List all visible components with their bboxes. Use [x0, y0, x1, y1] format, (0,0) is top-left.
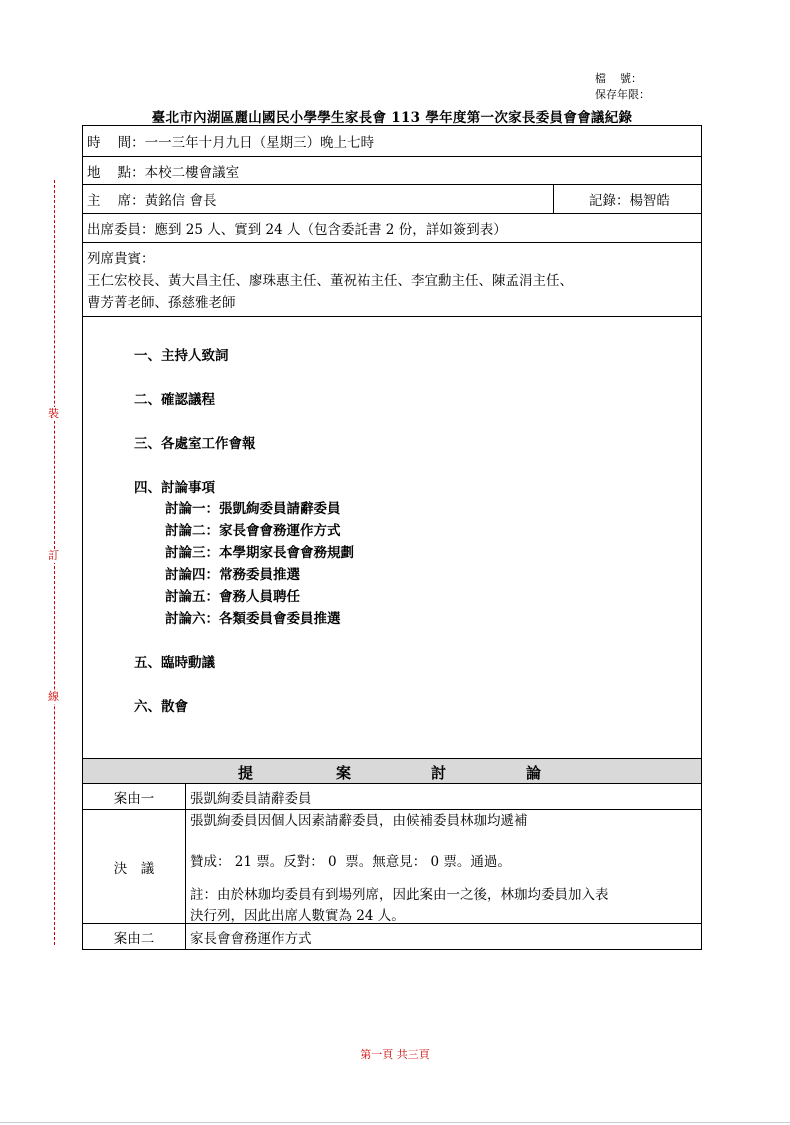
attendance-label: 出席委員：	[87, 222, 155, 238]
chair-row	[82, 185, 702, 214]
proposals-header-char-2: 案	[336, 764, 352, 782]
chair-value: 黃銘信 會長	[144, 193, 217, 209]
case-1-title: 張凱絢委員請辭委員	[190, 790, 312, 807]
case-1-title-cell	[186, 784, 701, 809]
page-bottom-rule	[0, 1122, 790, 1123]
case-2-title: 家長會會務運作方式	[190, 930, 312, 947]
guests-row	[82, 243, 702, 317]
proposals-header-row	[82, 759, 702, 784]
recorder-cell	[554, 185, 701, 213]
proposals-header-char-4: 論	[526, 764, 542, 782]
resolution-note-line-1: 註：由於林珈均委員有到場列席，因此案由一之後，林珈均委員加入表	[190, 887, 609, 903]
time-value: 一一三年十月九日（星期三）晚上七時	[144, 135, 375, 151]
case-2-label: 案由二	[113, 930, 155, 947]
proposals-header-char-3: 討	[431, 764, 447, 782]
retention-period-label: 保存年限：	[595, 88, 650, 101]
discussion-item-6: 討論六：各類委員會委員推選	[165, 611, 341, 627]
guests-line-1: 王仁宏校長、黃大昌主任、廖珠惠主任、董祝祐主任、李宜勳主任、陳孟涓主任、	[87, 273, 573, 289]
discussion-item-5: 討論五：會務人員聘任	[165, 589, 300, 605]
recorder-value: 記錄：楊智皓	[589, 193, 670, 209]
agenda-item-discussion: 四、討論事項	[134, 480, 215, 496]
binding-mark-zhuang: 裝	[48, 407, 59, 420]
agenda-item-adjournment: 六、散會	[134, 699, 188, 715]
attendance-row	[82, 214, 702, 243]
resolution-label-cell	[83, 810, 186, 923]
discussion-item-2: 討論二：家長會會務運作方式	[165, 523, 341, 539]
resolution-note-line-2: 決行列，因此出席人數實為 24 人。	[190, 908, 405, 924]
proposals-header-char-1: 提	[238, 764, 254, 782]
discussion-item-4: 討論四：常務委員推選	[165, 567, 300, 583]
binding-mark-ding: 訂	[48, 549, 59, 562]
agenda-item-extempore-motions: 五、臨時動議	[134, 655, 215, 671]
guests-label: 列席貴賓：	[87, 251, 155, 267]
chair-label: 主 席：	[87, 193, 145, 209]
chair-cell	[83, 185, 554, 213]
case-2-title-cell	[186, 924, 701, 949]
place-label: 地 點：	[87, 164, 145, 181]
file-meta	[595, 71, 650, 103]
time-label: 時 間：	[87, 135, 145, 151]
resolution-content-cell	[186, 810, 701, 923]
case-2-row	[82, 924, 702, 950]
case-1-label: 案由一	[113, 790, 155, 807]
case-1-row	[82, 784, 702, 810]
page-number: 第一頁 共三頁	[360, 1048, 430, 1061]
discussion-item-1: 討論一：張凱絢委員請辭委員	[165, 501, 341, 517]
resolution-text: 張凱絢委員因個人因素請辭委員，由候補委員林珈均遞補	[190, 813, 528, 829]
file-number-label: 檔 號：	[595, 72, 642, 85]
binding-mark-xian: 線	[48, 690, 59, 703]
meeting-time-row	[82, 125, 702, 157]
meeting-place-row	[82, 157, 702, 185]
vote-result: 贊成： 21 票。反對： 0 票。無意見： 0 票。通過。	[190, 854, 511, 870]
case-2-label-cell	[83, 924, 186, 949]
attendance-value: 應到 25 人、實到 24 人（包含委託書 2 份，詳如簽到表）	[154, 222, 507, 238]
document-title: 臺北市內湖區麗山國民小學學生家長會 113 學年度第一次家長委員會會議紀錄	[151, 110, 633, 126]
agenda-item-confirm-agenda: 二、確認議程	[134, 392, 215, 408]
agenda-item-office-reports: 三、各處室工作會報	[134, 436, 256, 452]
case-1-label-cell	[83, 784, 186, 809]
resolution-row	[82, 810, 702, 924]
guests-line-2: 曹芳菁老師、孫慈雅老師	[87, 295, 236, 311]
discussion-item-3: 討論三：本學期家長會會務規劃	[165, 545, 354, 561]
place-value: 本校二樓會議室	[144, 164, 240, 181]
agenda-item-opening-speech: 一、主持人致詞	[134, 348, 229, 364]
resolution-label: 決 議	[113, 860, 155, 877]
